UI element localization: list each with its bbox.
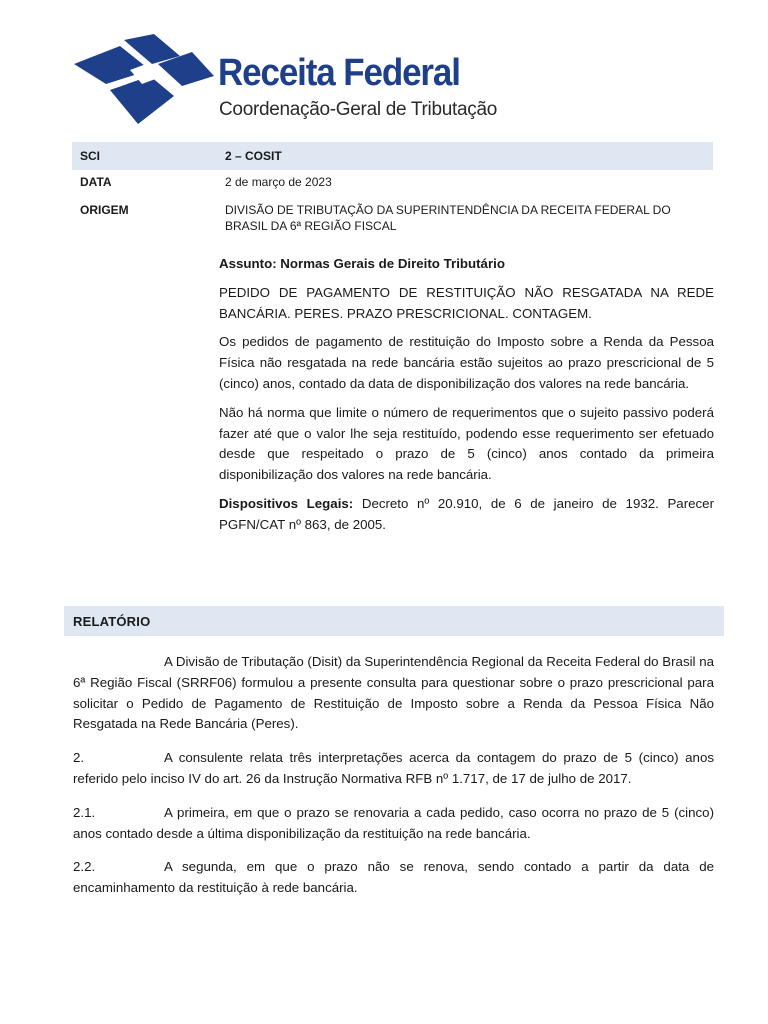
document-header [72,34,532,129]
paragraph-number: 2. [73,750,85,766]
assunto-heading: Assunto: Normas Gerais de Direito Tributário [219,256,505,271]
paragraph-2 [73,748,714,790]
relatorio-title: RELATÓRIO [73,613,151,629]
data-value: 2 de março de 2023 [225,175,332,189]
brand-title: Receita Federal [218,52,460,94]
paragraph-number: 2.2. [73,859,96,875]
paragraph-text: A segunda, em que o prazo não se renova, sendo contado a partir da data de encaminhamento da restituição à rede bancária. [73,859,714,896]
paragraph-1: A Divisão de Tributação (Disit) da Superintendência Regional da Receita Federal do Brasil na 6ª Região Fiscal (SRRF06) formulou a presente consulta para questionar sobre o prazo prescricional para solicitar o Pedido de Pagamento de Restituição de Imposto sobre a Renda da Pessoa Física Não Resgatada na Rede Bancária (Peres). [73,654,714,732]
origem-value: DIVISÃO DE TRIBUTAÇÃO DA SUPERINTENDÊNCIA DA RECEITA FEDERAL DO BRASIL DA 6ª REGIÃO FISCAL [225,203,671,233]
sci-row [72,142,713,170]
paragraph-text: A consulente relata três interpretações acerca da contagem do prazo de 5 (cinco) anos referido pelo inciso IV do art. 26 da Instrução Normativa RFB nº 1.717, de 17 de julho de 2017. [73,750,714,786]
receita-federal-logo-icon [72,34,218,129]
dispositivos-legais [219,494,714,536]
dispositivos-text: Decreto nº 20.910, de 6 de janeiro de 1932. Parecer PGFN/CAT nº 863, de 2005. [219,495,715,532]
paragraph-text: A primeira, em que o prazo se renovaria a cada pedido, caso ocorra no prazo de 5 (cinco) anos contado desde a última disponibilização da restituição na rede bancária. [73,804,714,841]
sci-value: 2 – COSIT [225,149,282,163]
relatorio-body [73,652,714,912]
relatorio-header-bar [64,606,724,636]
sci-label: SCI [80,149,101,163]
origem-label: ORIGEM [80,203,129,217]
ementa-paragraph: Não há norma que limite o número de requerimentos que o sujeito passivo poderá fazer até que o valor lhe seja restituído, podendo esse requerimento ser efetuado desde que respeitado o prazo de 5 (cinco) anos contado da primeira disponibilização dos valores na rede bancária. [219,404,714,483]
dispositivos-label: Dispositivos Legais: [219,495,354,511]
ementa-paragraph: Os pedidos de pagamento de restituição do Imposto sobre a Renda da Pessoa Física não resgatada na rede bancária estão sujeitos ao prazo prescricional de 5 (cinco) anos, contado da data de disponibilização dos valores na rede bancária. [219,334,714,391]
data-label: DATA [80,175,112,189]
data-row [72,174,713,190]
metadata-table [72,142,713,233]
paragraph-2-2 [73,857,714,899]
ementa-keywords: PEDIDO DE PAGAMENTO DE RESTITUIÇÃO NÃO RESGATADA NA REDE BANCÁRIA. PERES. PRAZO PRESCRICIONAL. CONTAGEM. [219,284,714,321]
paragraph-2-1 [73,803,714,845]
paragraph-number: 2.1. [73,804,96,820]
ementa-block [219,254,714,536]
brand-subtitle: Coordenação-Geral de Tributação [219,99,497,120]
origem-row [72,202,713,234]
